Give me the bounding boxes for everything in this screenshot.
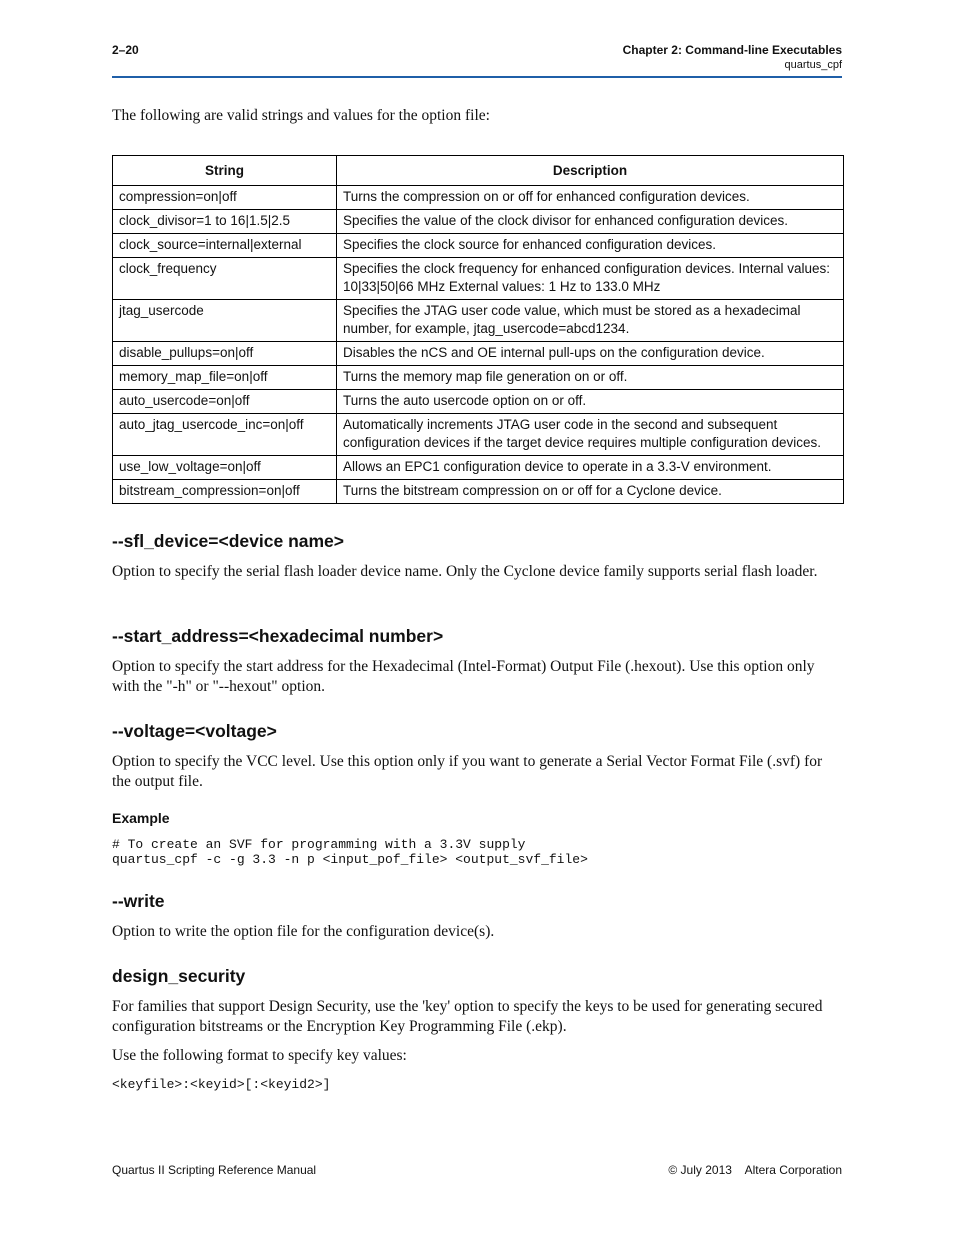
option-table — [112, 155, 844, 504]
column-header-description: Description — [337, 156, 844, 186]
option-description: Turns the bitstream compression on or off for a Cyclone device. — [337, 480, 844, 504]
start-address-text: Option to specify the start address for the Hexadecimal (Intel-Format) Output File (.hexout). Use this option only with the "-h" or "--hexout" option. — [112, 658, 815, 695]
start-address-heading: --start_address=<hexadecimal number> — [112, 626, 444, 646]
option-description: Disables the nCS and OE internal pull-ups on the configuration device. — [337, 342, 844, 366]
footer-copyright — [668, 1163, 842, 1177]
table-row — [113, 390, 844, 414]
table-row — [113, 480, 844, 504]
footer-company: Altera Corporation — [744, 1163, 842, 1177]
table-row — [113, 414, 844, 456]
voltage-text: Option to specify the VCC level. Use this option only if you want to generate a Serial Vector Format File (.svf) for the output file. — [112, 753, 823, 790]
design-security-text: For families that support Design Security, use the 'key' option to specify the keys to be used for generating secured configuration bitstreams or the Encryption Key Programming File (.ekp). — [112, 998, 823, 1035]
option-string: use_low_voltage=on|off — [113, 456, 337, 480]
running-header — [623, 43, 842, 73]
option-description: Specifies the value of the clock divisor for enhanced configuration devices. — [337, 210, 844, 234]
table-header-row — [113, 156, 844, 186]
design-security-heading: design_security — [112, 966, 246, 986]
option-string: clock_frequency — [113, 258, 337, 300]
code-line: # To create an SVF for programming with a 3.3V supply — [112, 837, 526, 852]
sfl-device-heading: --sfl_device=<device name> — [112, 531, 345, 551]
header-rule — [112, 76, 842, 78]
write-heading: --write — [112, 891, 165, 911]
intro-text: The following are valid strings and values for the option file: — [112, 107, 490, 124]
option-string: disable_pullups=on|off — [113, 342, 337, 366]
column-header-string: String — [113, 156, 337, 186]
footer-manual-title: Quartus II Scripting Reference Manual — [112, 1163, 317, 1177]
table-row — [113, 456, 844, 480]
table-row — [113, 300, 844, 342]
table-row — [113, 186, 844, 210]
option-string: compression=on|off — [113, 186, 337, 210]
table-row — [113, 234, 844, 258]
option-string: auto_jtag_usercode_inc=on|off — [113, 414, 337, 456]
option-description: Specifies the JTAG user code value, which must be stored as a hexadecimal number, for example, jtag_usercode=abcd1234. — [337, 300, 844, 342]
key-format-intro: Use the following format to specify key values: — [112, 1047, 407, 1064]
option-description: Allows an EPC1 configuration device to operate in a 3.3-V environment. — [337, 456, 844, 480]
chapter-title: Chapter 2: Command-line Executables — [622, 43, 842, 57]
table-row — [113, 210, 844, 234]
option-string: bitstream_compression=on|off — [113, 480, 337, 504]
code-line: quartus_cpf -c -g 3.3 -n p <input_pof_file> <output_svf_file> — [112, 852, 588, 867]
table-row — [113, 366, 844, 390]
table-row — [113, 342, 844, 366]
key-format-code: <keyfile>:<keyid>[:<keyid2>] — [112, 1077, 331, 1092]
table-row — [113, 258, 844, 300]
section-name: quartus_cpf — [784, 59, 842, 71]
option-string: clock_divisor=1 to 16|1.5|2.5 — [113, 210, 337, 234]
option-string: clock_source=internal|external — [113, 234, 337, 258]
option-description: Turns the compression on or off for enhanced configuration devices. — [337, 186, 844, 210]
option-string: jtag_usercode — [113, 300, 337, 342]
option-description: Automatically increments JTAG user code in the second and subsequent configuration devices if the target device requires multiple configuration devices. — [337, 414, 844, 456]
option-string: memory_map_file=on|off — [113, 366, 337, 390]
code-example — [112, 837, 588, 867]
page-number: 2–20 — [112, 43, 139, 57]
option-description: Specifies the clock frequency for enhanced configuration devices. Internal values: 10|33|50|66 MHz External values: 1 Hz to 133.0 MHz — [337, 258, 844, 300]
voltage-heading: --voltage=<voltage> — [112, 721, 277, 741]
option-description: Turns the memory map file generation on or off. — [337, 366, 844, 390]
option-description: Turns the auto usercode option on or off. — [337, 390, 844, 414]
write-text: Option to write the option file for the configuration device(s). — [112, 923, 495, 940]
example-heading: Example — [112, 810, 170, 826]
option-description: Specifies the clock source for enhanced configuration devices. — [337, 234, 844, 258]
footer-date: © July 2013 — [668, 1163, 732, 1177]
option-string: auto_usercode=on|off — [113, 390, 337, 414]
sfl-device-text: Option to specify the serial flash loader device name. Only the Cyclone device family supports serial flash loader. — [112, 563, 818, 580]
